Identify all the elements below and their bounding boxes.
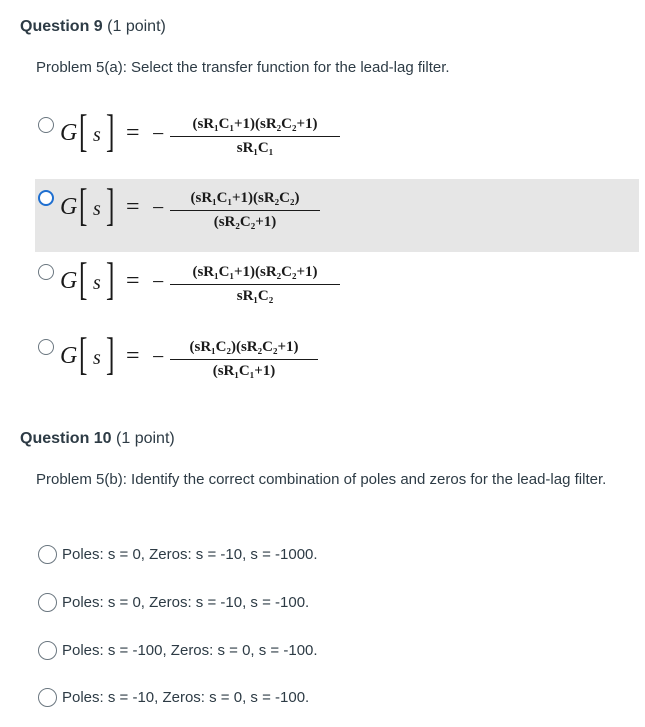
right-bracket: ] xyxy=(106,179,115,230)
q10-option-4-radio[interactable] xyxy=(38,688,57,707)
formula-s: s xyxy=(93,124,101,146)
denominator: (sR₁C₁+1) xyxy=(212,363,276,379)
fraction xyxy=(170,339,318,380)
denominator: sR₁C₂ xyxy=(236,288,274,304)
question-10-points: (1 point) xyxy=(116,430,175,447)
formula-s: s xyxy=(93,347,101,369)
question-10-title xyxy=(20,430,175,448)
minus-sign: − xyxy=(152,121,165,146)
fraction-bar xyxy=(170,284,340,285)
fraction xyxy=(170,190,320,231)
numerator: (sR₁C₂)(sR₂C₂+1) xyxy=(189,339,299,355)
q9-option-1-radio[interactable] xyxy=(38,117,54,133)
left-bracket: [ xyxy=(79,179,88,230)
equals-sign: = xyxy=(126,343,140,369)
q10-option-1-label[interactable]: Poles: s = 0, Zeros: s = -10, s = -1000. xyxy=(62,546,318,563)
formula-G: G xyxy=(60,268,78,294)
minus-sign: − xyxy=(152,269,165,294)
left-bracket: [ xyxy=(79,253,88,304)
right-bracket: ] xyxy=(106,328,115,379)
numerator: (sR₁C₁+1)(sR₂C₂) xyxy=(190,190,300,206)
right-bracket: ] xyxy=(106,105,115,156)
equals-sign: = xyxy=(126,194,140,220)
numerator: (sR₁C₁+1)(sR₂C₂+1) xyxy=(192,116,318,132)
question-9-prompt: Problem 5(a): Select the transfer function for the lead-lag filter. xyxy=(36,59,450,76)
question-9-label: Question 9 xyxy=(20,18,103,35)
fraction-bar xyxy=(170,210,320,211)
q9-option-4-radio[interactable] xyxy=(38,339,54,355)
fraction xyxy=(170,116,340,157)
formula-G: G xyxy=(60,343,78,369)
q10-option-3-radio[interactable] xyxy=(38,641,57,660)
fraction-bar xyxy=(170,136,340,137)
q10-option-1-radio[interactable] xyxy=(38,545,57,564)
formula-G: G xyxy=(60,194,78,220)
denominator: sR₁C₁ xyxy=(236,140,274,156)
question-10-label: Question 10 xyxy=(20,430,112,447)
fraction xyxy=(170,264,340,305)
formula-G: G xyxy=(60,120,78,146)
numerator: (sR₁C₁+1)(sR₂C₂+1) xyxy=(192,264,318,280)
q9-option-3-radio[interactable] xyxy=(38,264,54,280)
question-9-points: (1 point) xyxy=(107,18,166,35)
minus-sign: − xyxy=(152,344,165,369)
q10-option-2-label[interactable]: Poles: s = 0, Zeros: s = -10, s = -100. xyxy=(62,594,310,611)
q9-option-2-radio[interactable] xyxy=(38,190,54,206)
equals-sign: = xyxy=(126,120,140,146)
q10-option-2-radio[interactable] xyxy=(38,593,57,612)
denominator: (sR₂C₂+1) xyxy=(213,214,277,230)
left-bracket: [ xyxy=(79,328,88,379)
q10-option-4-label[interactable]: Poles: s = -10, Zeros: s = 0, s = -100. xyxy=(62,689,310,706)
equals-sign: = xyxy=(126,268,140,294)
right-bracket: ] xyxy=(106,253,115,304)
formula-s: s xyxy=(93,272,101,294)
left-bracket: [ xyxy=(79,105,88,156)
question-10-prompt: Problem 5(b): Identify the correct combination of poles and zeros for the lead-lag filter. xyxy=(36,471,607,488)
formula-s: s xyxy=(93,198,101,220)
minus-sign: − xyxy=(152,195,165,220)
question-9-title xyxy=(20,18,166,36)
q10-option-3-label[interactable]: Poles: s = -100, Zeros: s = 0, s = -100. xyxy=(62,642,318,659)
fraction-bar xyxy=(170,359,318,360)
